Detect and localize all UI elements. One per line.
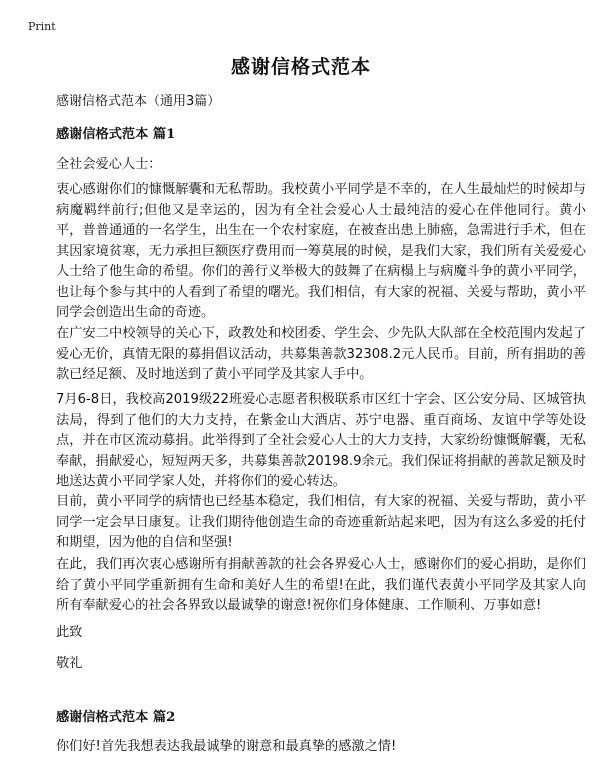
section-heading-2: 感谢信格式范本 篇2 — [56, 710, 176, 725]
paragraph: 在广安二中校领导的关心下，政教处和校团委、学生会、少先队大队部在全校范围内发起了爱心无价，真情无限的募捐倡议活动，共募集善款32308.2元人民币。目前，所有捐助的善款已经足额、及时地送到了黄小平同学及其家人手中。 — [56, 326, 586, 382]
paragraph: 目前，黄小平同学的病情也已经基本稳定，我们相信，有大家的祝福、关爱与帮助，黄小平同学一定会早日康复。让我们期待他创造生命的奇迹重新站起来吧，因为有这么多爱的托付和期望，因为他的自信和坚强! — [56, 494, 586, 550]
salutation: 全社会爱心人士： — [56, 157, 162, 172]
document-subtitle: 感谢信格式范本（通用3篇） — [56, 94, 221, 109]
paragraph: 在此，我们再次衷心感谢所有捐献善款的社会各界爱心人士，感谢你们的爱心捐助，是你们给了黄小平同学重新拥有生命和美好人生的希望!在此，我们谨代表黄小平同学及其家人向所有奉献爱心的社会各界致以最诚挚的谢意!祝你们身体健康、工作顺利、万事如意! — [56, 557, 586, 613]
paragraph: 你们好!首先我想表达我最诚挚的谢意和最真挚的感激之情! — [56, 739, 397, 754]
section-heading-1: 感谢信格式范本 篇1 — [56, 127, 176, 142]
closing-line: 敬礼 — [56, 656, 83, 671]
print-link[interactable]: Print — [28, 20, 56, 33]
paragraph: 7月6-8日，我校高2019级22班爱心志愿者积极联系市区红十字会、区公安分局、区城管执法局，得到了他们的大力支持，在紫金山大酒店、苏宁电器、重百商场、友谊中学等处设点，并在市区流动募捐。此举得到了全社会爱心人士的大力支持，大家纷纷慷慨解囊，无私奉献，捐献爱心，短短两天多，共募集善款20198.9余元。我们保证将捐献的善款足额及时地送达黄小平同学家人处，并将你们的爱心转达。 — [56, 392, 586, 489]
paragraph: 衷心感谢你们的慷慨解囊和无私帮助。我校黄小平同学是不幸的，在人生最灿烂的时候却与病魔羁绊前行;但他又是幸运的，因为有全社会爱心人士最纯洁的爱心在伴他同行。黄小平，普普通通的一名学生，出生在一个农村家庭，在被查出患上肺癌，急需进行手术，但在其因家境贫寒，无力承担巨额医疗费用而一筹莫展的时候，是我们大家，我们所有关爱爱心人士给了他生命的希望。你们的善行义举极大的鼓舞了在病榻上与病魔斗争的黄小平同学，也让每个参与其中的人看到了希望的曙光。我们相信，有大家的祝福、关爱与帮助，黄小平同学会创造出生命的奇迹。 — [56, 182, 586, 320]
closing-line: 此致 — [56, 625, 83, 640]
page-title: 感谢信格式范本 — [230, 56, 371, 78]
